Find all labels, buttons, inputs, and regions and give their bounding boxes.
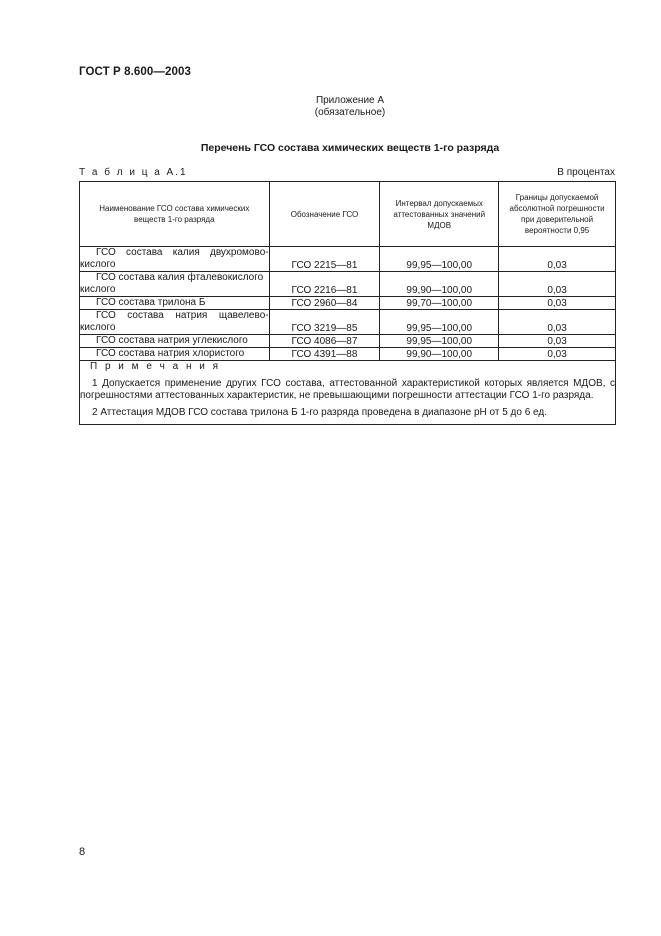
table-row xyxy=(80,348,616,361)
row-limit: 0,03 xyxy=(499,272,616,297)
column-header-name-text: Наименование ГСО состава химических веществ 1-го разряда xyxy=(99,204,250,224)
row-name xyxy=(80,335,270,348)
table-unit: В процентах xyxy=(557,167,615,178)
row-code: ГСО 2216—81 xyxy=(269,272,380,297)
table-row xyxy=(80,272,616,297)
row-interval: 99,90—100,00 xyxy=(380,272,499,297)
table-row xyxy=(80,247,616,272)
column-header-code-text: Обозначение ГСО xyxy=(290,209,359,219)
row-code: ГСО 4086—87 xyxy=(269,335,380,348)
note-1: 1 Допускается применение других ГСО состава, аттестованной характеристикой которых является МДОВ, с погрешностями аттестованных характеристик, не превышающими погрешности аттестации ГСО 1-го разряда. xyxy=(80,378,615,401)
row-name-line1: ГСО состава натрия хлористого xyxy=(96,348,245,359)
row-limit: 0,03 xyxy=(499,335,616,348)
row-code: ГСО 2215—81 xyxy=(269,247,380,272)
table-row xyxy=(80,297,616,310)
row-name xyxy=(80,348,270,361)
row-name xyxy=(80,297,270,310)
notes-title: П р и м е ч а н и я xyxy=(90,361,221,372)
row-name-line1: ГСО состава калия двухромово- xyxy=(96,247,269,258)
row-code: ГСО 4391—88 xyxy=(269,348,380,361)
row-name-line1: ГСО состава натрия щавелево- xyxy=(96,310,269,321)
row-name-line1: ГСО состава натрия углекислого xyxy=(96,335,248,346)
row-name-line1: ГСО состава калия фталевокислого xyxy=(96,272,264,283)
column-header-name xyxy=(80,182,270,247)
row-name xyxy=(80,310,270,335)
row-name-line2: кислого xyxy=(80,284,116,295)
column-header-limit xyxy=(499,182,616,247)
row-name-line1: ГСО состава трилона Б xyxy=(96,297,206,308)
row-interval: 99,95—100,00 xyxy=(380,335,499,348)
table-header-row xyxy=(80,182,616,247)
row-name-line2: кислого xyxy=(80,259,116,270)
row-limit: 0,03 xyxy=(499,247,616,272)
row-limit: 0,03 xyxy=(499,310,616,335)
notes-cell xyxy=(80,361,616,425)
reference-materials-table xyxy=(79,181,616,425)
row-interval: 99,95—100,00 xyxy=(380,247,499,272)
row-limit: 0,03 xyxy=(499,297,616,310)
table-row xyxy=(80,310,616,335)
row-name-line2: кислого xyxy=(80,322,116,333)
note-2: 2 Аттестация МДОВ ГСО состава трилона Б 1-го разряда проведена в диапазоне pH от 5 до 6 ед. xyxy=(92,407,548,418)
document-title: Перечень ГСО состава химических веществ 1-го разряда xyxy=(200,142,500,154)
table-row xyxy=(80,335,616,348)
notes-row xyxy=(80,361,616,425)
row-interval: 99,90—100,00 xyxy=(380,348,499,361)
row-name xyxy=(80,247,270,272)
appendix-heading xyxy=(0,95,661,119)
row-code: ГСО 3219—85 xyxy=(269,310,380,335)
row-interval: 99,95—100,00 xyxy=(380,310,499,335)
row-code: ГСО 2960—84 xyxy=(269,297,380,310)
row-limit: 0,03 xyxy=(499,348,616,361)
column-header-interval-text: Интервал допускаемых аттестованных значений МДОВ xyxy=(393,198,486,230)
standard-header: ГОСТ Р 8.600—2003 xyxy=(79,66,191,78)
column-header-limit-text: Границы допускаемой абсолютной погрешности при доверительной вероятности 0,95 xyxy=(509,193,605,235)
appendix-title: Приложение А xyxy=(315,95,385,106)
appendix-status: (обязательное) xyxy=(314,107,386,118)
column-header-code xyxy=(269,182,380,247)
page-number: 8 xyxy=(79,846,86,858)
row-name xyxy=(80,272,270,297)
table-caption: Т а б л и ц а А.1 xyxy=(79,167,188,178)
column-header-interval xyxy=(380,182,499,247)
row-interval: 99,70—100,00 xyxy=(380,297,499,310)
